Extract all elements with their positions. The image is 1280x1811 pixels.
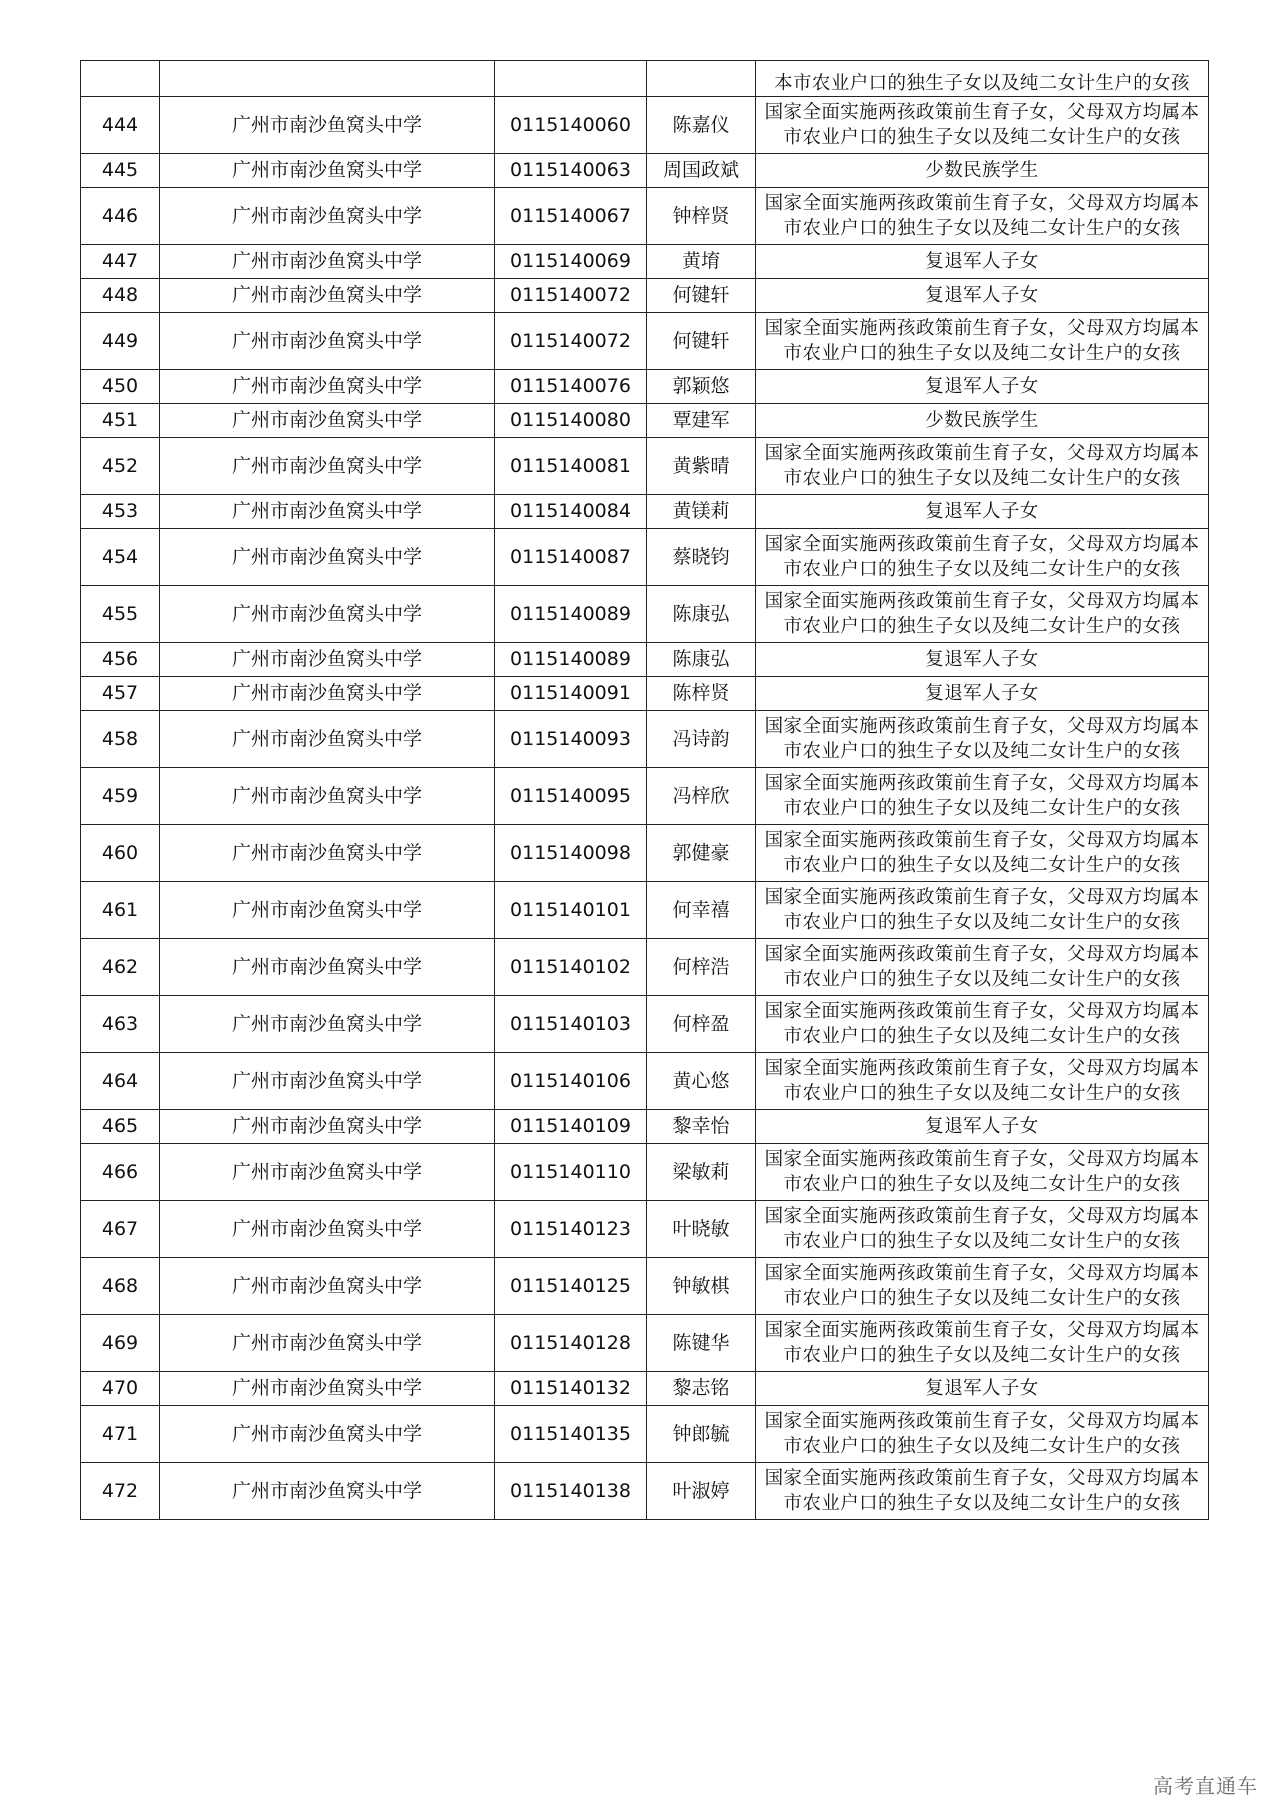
table-row [81, 495, 1209, 529]
cell-name: 梁敏莉 [647, 1144, 756, 1201]
cell-name: 陈康弘 [647, 643, 756, 677]
cell-remark: 国家全面实施两孩政策前生育子女，父母双方均属本市农业户口的独生子女以及纯二女计生户的女孩 [756, 1463, 1209, 1520]
cell-name: 蔡晓钧 [647, 529, 756, 586]
table-row [81, 1463, 1209, 1520]
cell-id: 0115140101 [495, 882, 647, 939]
table-row [81, 677, 1209, 711]
cell-no: 472 [81, 1463, 160, 1520]
table-row [81, 711, 1209, 768]
cell-remark: 国家全面实施两孩政策前生育子女，父母双方均属本市农业户口的独生子女以及纯二女计生户的女孩 [756, 438, 1209, 495]
cell-school: 广州市南沙鱼窝头中学 [160, 495, 495, 529]
cell-remark: 国家全面实施两孩政策前生育子女，父母双方均属本市农业户口的独生子女以及纯二女计生户的女孩 [756, 882, 1209, 939]
cell-remark: 国家全面实施两孩政策前生育子女，父母双方均属本市农业户口的独生子女以及纯二女计生户的女孩 [756, 1406, 1209, 1463]
cell-school: 广州市南沙鱼窝头中学 [160, 1315, 495, 1372]
cell-name: 钟敏棋 [647, 1258, 756, 1315]
cell-school: 广州市南沙鱼窝头中学 [160, 643, 495, 677]
cell-school: 广州市南沙鱼窝头中学 [160, 188, 495, 245]
table-row [81, 1144, 1209, 1201]
cell-remark: 少数民族学生 [756, 154, 1209, 188]
cell-name: 陈梓贤 [647, 677, 756, 711]
cell-school: 广州市南沙鱼窝头中学 [160, 882, 495, 939]
cell-id: 0115140106 [495, 1053, 647, 1110]
cell-no: 458 [81, 711, 160, 768]
table-row [81, 1315, 1209, 1372]
student-list-table [80, 60, 1209, 1520]
table-row [81, 404, 1209, 438]
cell-no: 466 [81, 1144, 160, 1201]
table-row [81, 643, 1209, 677]
cell-no: 459 [81, 768, 160, 825]
cell-no: 471 [81, 1406, 160, 1463]
cell-id: 0115140138 [495, 1463, 647, 1520]
cell-school: 广州市南沙鱼窝头中学 [160, 1258, 495, 1315]
cell-remark: 本市农业户口的独生子女以及纯二女计生户的女孩 [756, 61, 1209, 97]
cell-remark: 复退军人子女 [756, 245, 1209, 279]
cell-remark: 复退军人子女 [756, 677, 1209, 711]
cell-remark: 复退军人子女 [756, 495, 1209, 529]
cell-name: 陈键华 [647, 1315, 756, 1372]
cell-id: 0115140091 [495, 677, 647, 711]
cell-name: 黄镁莉 [647, 495, 756, 529]
cell-id: 0115140128 [495, 1315, 647, 1372]
table-row [81, 1110, 1209, 1144]
cell-name: 郭颖悠 [647, 370, 756, 404]
cell-remark: 国家全面实施两孩政策前生育子女，父母双方均属本市农业户口的独生子女以及纯二女计生户的女孩 [756, 711, 1209, 768]
cell-remark: 国家全面实施两孩政策前生育子女，父母双方均属本市农业户口的独生子女以及纯二女计生户的女孩 [756, 1144, 1209, 1201]
cell-id: 0115140102 [495, 939, 647, 996]
cell-id: 0115140076 [495, 370, 647, 404]
cell-id: 0115140072 [495, 279, 647, 313]
cell-name: 陈康弘 [647, 586, 756, 643]
cell-no: 468 [81, 1258, 160, 1315]
cell-school: 广州市南沙鱼窝头中学 [160, 245, 495, 279]
table-row [81, 438, 1209, 495]
cell-id [495, 61, 647, 97]
cell-no: 452 [81, 438, 160, 495]
cell-school: 广州市南沙鱼窝头中学 [160, 529, 495, 586]
cell-school [160, 61, 495, 97]
cell-name: 何梓浩 [647, 939, 756, 996]
cell-remark: 国家全面实施两孩政策前生育子女，父母双方均属本市农业户口的独生子女以及纯二女计生户的女孩 [756, 1053, 1209, 1110]
watermark-text: 高考直通车 [1153, 1774, 1258, 1798]
cell-no: 463 [81, 996, 160, 1053]
cell-id: 0115140060 [495, 97, 647, 154]
table-row [81, 188, 1209, 245]
cell-remark: 复退军人子女 [756, 279, 1209, 313]
cell-school: 广州市南沙鱼窝头中学 [160, 1144, 495, 1201]
cell-school: 广州市南沙鱼窝头中学 [160, 279, 495, 313]
cell-id: 0115140110 [495, 1144, 647, 1201]
table-row [81, 529, 1209, 586]
cell-no: 461 [81, 882, 160, 939]
table-row [81, 313, 1209, 370]
cell-name: 何键轩 [647, 279, 756, 313]
cell-id: 0115140132 [495, 1372, 647, 1406]
cell-name: 叶淑婷 [647, 1463, 756, 1520]
cell-name: 郭健豪 [647, 825, 756, 882]
cell-id: 0115140084 [495, 495, 647, 529]
cell-remark: 国家全面实施两孩政策前生育子女，父母双方均属本市农业户口的独生子女以及纯二女计生户的女孩 [756, 188, 1209, 245]
table-row [81, 939, 1209, 996]
cell-name: 钟梓贤 [647, 188, 756, 245]
cell-school: 广州市南沙鱼窝头中学 [160, 97, 495, 154]
cell-no: 448 [81, 279, 160, 313]
cell-no: 465 [81, 1110, 160, 1144]
cell-remark: 复退军人子女 [756, 643, 1209, 677]
table-row [81, 996, 1209, 1053]
cell-school: 广州市南沙鱼窝头中学 [160, 1463, 495, 1520]
cell-school: 广州市南沙鱼窝头中学 [160, 313, 495, 370]
cell-remark: 国家全面实施两孩政策前生育子女，父母双方均属本市农业户口的独生子女以及纯二女计生户的女孩 [756, 1315, 1209, 1372]
cell-name: 黎幸怡 [647, 1110, 756, 1144]
cell-name: 陈嘉仪 [647, 97, 756, 154]
table-row [81, 1053, 1209, 1110]
table-row [81, 1201, 1209, 1258]
cell-id: 0115140135 [495, 1406, 647, 1463]
cell-remark: 国家全面实施两孩政策前生育子女，父母双方均属本市农业户口的独生子女以及纯二女计生户的女孩 [756, 1201, 1209, 1258]
table-row [81, 370, 1209, 404]
table-row [81, 882, 1209, 939]
cell-id: 0115140087 [495, 529, 647, 586]
cell-no: 470 [81, 1372, 160, 1406]
cell-name: 黄堉 [647, 245, 756, 279]
cell-no: 460 [81, 825, 160, 882]
cell-name: 何梓盈 [647, 996, 756, 1053]
table-row [81, 1406, 1209, 1463]
cell-remark: 国家全面实施两孩政策前生育子女，父母双方均属本市农业户口的独生子女以及纯二女计生户的女孩 [756, 825, 1209, 882]
cell-id: 0115140063 [495, 154, 647, 188]
cell-school: 广州市南沙鱼窝头中学 [160, 404, 495, 438]
cell-school: 广州市南沙鱼窝头中学 [160, 711, 495, 768]
table-row [81, 1258, 1209, 1315]
cell-no: 444 [81, 97, 160, 154]
cell-remark: 国家全面实施两孩政策前生育子女，父母双方均属本市农业户口的独生子女以及纯二女计生户的女孩 [756, 996, 1209, 1053]
cell-school: 广州市南沙鱼窝头中学 [160, 1201, 495, 1258]
table-body [81, 61, 1209, 1520]
cell-id: 0115140080 [495, 404, 647, 438]
cell-name: 何键轩 [647, 313, 756, 370]
cell-id: 0115140067 [495, 188, 647, 245]
cell-no: 445 [81, 154, 160, 188]
cell-name: 黄紫晴 [647, 438, 756, 495]
cell-id: 0115140081 [495, 438, 647, 495]
cell-school: 广州市南沙鱼窝头中学 [160, 1372, 495, 1406]
cell-no: 464 [81, 1053, 160, 1110]
cell-school: 广州市南沙鱼窝头中学 [160, 370, 495, 404]
cell-id: 0115140098 [495, 825, 647, 882]
cell-no: 469 [81, 1315, 160, 1372]
cell-school: 广州市南沙鱼窝头中学 [160, 154, 495, 188]
table-row [81, 768, 1209, 825]
cell-name: 钟郎毓 [647, 1406, 756, 1463]
cell-name: 冯梓欣 [647, 768, 756, 825]
cell-name: 何幸禧 [647, 882, 756, 939]
table-row-partial [81, 61, 1209, 97]
cell-remark: 少数民族学生 [756, 404, 1209, 438]
cell-name: 冯诗韵 [647, 711, 756, 768]
cell-remark: 复退军人子女 [756, 370, 1209, 404]
cell-id: 0115140103 [495, 996, 647, 1053]
cell-id: 0115140072 [495, 313, 647, 370]
cell-name: 叶晓敏 [647, 1201, 756, 1258]
cell-id: 0115140123 [495, 1201, 647, 1258]
cell-id: 0115140109 [495, 1110, 647, 1144]
table-row [81, 825, 1209, 882]
cell-school: 广州市南沙鱼窝头中学 [160, 586, 495, 643]
cell-remark: 国家全面实施两孩政策前生育子女，父母双方均属本市农业户口的独生子女以及纯二女计生户的女孩 [756, 1258, 1209, 1315]
cell-remark: 国家全面实施两孩政策前生育子女，父母双方均属本市农业户口的独生子女以及纯二女计生户的女孩 [756, 529, 1209, 586]
cell-id: 0115140089 [495, 586, 647, 643]
cell-no: 454 [81, 529, 160, 586]
cell-school: 广州市南沙鱼窝头中学 [160, 996, 495, 1053]
cell-name: 黎志铭 [647, 1372, 756, 1406]
cell-school: 广州市南沙鱼窝头中学 [160, 1110, 495, 1144]
cell-no: 453 [81, 495, 160, 529]
cell-no: 446 [81, 188, 160, 245]
cell-remark: 国家全面实施两孩政策前生育子女，父母双方均属本市农业户口的独生子女以及纯二女计生户的女孩 [756, 313, 1209, 370]
cell-remark: 国家全面实施两孩政策前生育子女，父母双方均属本市农业户口的独生子女以及纯二女计生户的女孩 [756, 97, 1209, 154]
cell-id: 0115140125 [495, 1258, 647, 1315]
cell-remark: 复退军人子女 [756, 1372, 1209, 1406]
cell-no: 450 [81, 370, 160, 404]
cell-remark: 国家全面实施两孩政策前生育子女，父母双方均属本市农业户口的独生子女以及纯二女计生户的女孩 [756, 768, 1209, 825]
cell-no: 467 [81, 1201, 160, 1258]
cell-no: 451 [81, 404, 160, 438]
cell-remark: 复退军人子女 [756, 1110, 1209, 1144]
table-row [81, 97, 1209, 154]
cell-no: 449 [81, 313, 160, 370]
cell-school: 广州市南沙鱼窝头中学 [160, 438, 495, 495]
cell-name [647, 61, 756, 97]
cell-school: 广州市南沙鱼窝头中学 [160, 939, 495, 996]
cell-name: 覃建军 [647, 404, 756, 438]
cell-school: 广州市南沙鱼窝头中学 [160, 677, 495, 711]
cell-school: 广州市南沙鱼窝头中学 [160, 825, 495, 882]
cell-name: 黄心悠 [647, 1053, 756, 1110]
cell-remark: 国家全面实施两孩政策前生育子女，父母双方均属本市农业户口的独生子女以及纯二女计生户的女孩 [756, 939, 1209, 996]
table-row [81, 154, 1209, 188]
cell-no: 456 [81, 643, 160, 677]
cell-no: 455 [81, 586, 160, 643]
cell-id: 0115140069 [495, 245, 647, 279]
cell-no: 462 [81, 939, 160, 996]
cell-school: 广州市南沙鱼窝头中学 [160, 1406, 495, 1463]
table-row [81, 279, 1209, 313]
cell-school: 广州市南沙鱼窝头中学 [160, 768, 495, 825]
cell-name: 周国政斌 [647, 154, 756, 188]
cell-id: 0115140089 [495, 643, 647, 677]
cell-school: 广州市南沙鱼窝头中学 [160, 1053, 495, 1110]
cell-no [81, 61, 160, 97]
cell-remark: 国家全面实施两孩政策前生育子女，父母双方均属本市农业户口的独生子女以及纯二女计生户的女孩 [756, 586, 1209, 643]
table-row [81, 586, 1209, 643]
table-row [81, 245, 1209, 279]
cell-no: 447 [81, 245, 160, 279]
table-row [81, 1372, 1209, 1406]
cell-no: 457 [81, 677, 160, 711]
cell-id: 0115140095 [495, 768, 647, 825]
cell-id: 0115140093 [495, 711, 647, 768]
